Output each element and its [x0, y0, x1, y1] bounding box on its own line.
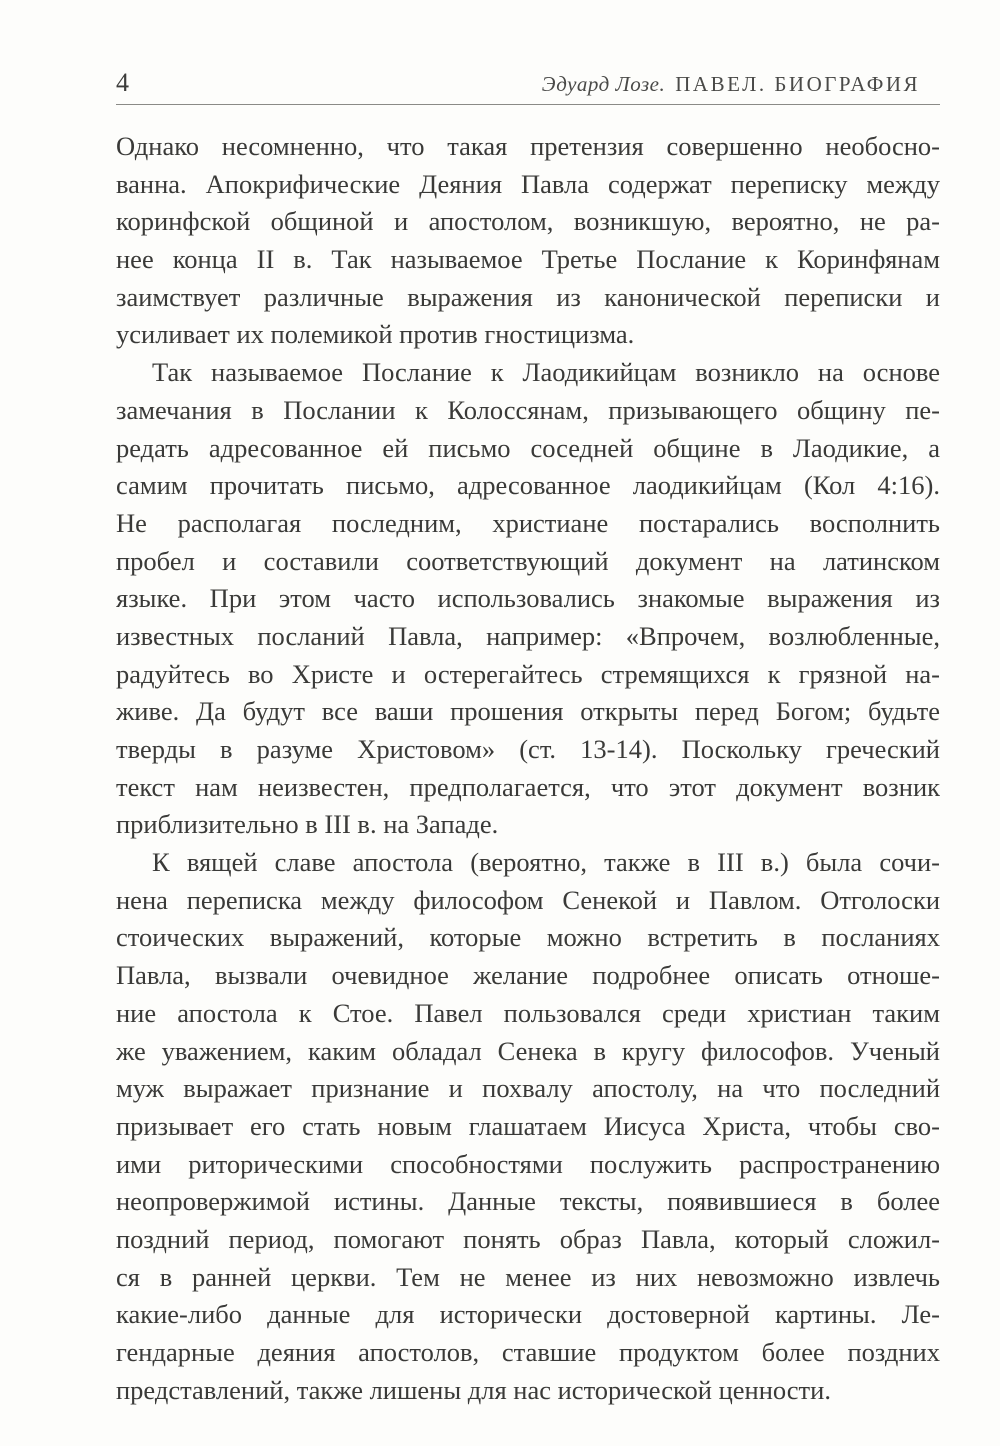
paragraph: [116, 354, 940, 844]
text-line: замечания в Послании к Колоссянам, призывающего общину пе-: [116, 394, 940, 425]
paragraph: [116, 844, 940, 1409]
text-line: Так называемое Послание к Лаодикийцам возникло на основе: [152, 357, 940, 388]
text-line: ванна. Апокрифические Деяния Павла содержат переписку между: [116, 168, 940, 199]
text-line: редать адресованное ей письмо соседней общине в Лаодикие, а: [116, 432, 940, 463]
running-head: [116, 64, 940, 105]
paragraph: [116, 128, 940, 354]
text-line: радуйтесь во Христе и остерегайтесь стремящихся к грязной на-: [116, 658, 940, 689]
running-title: [542, 72, 920, 97]
text-line: ими риторическими способностями послужить распространению: [116, 1148, 940, 1179]
text-line: неопровержимой истины. Данные тексты, появившиеся в более: [116, 1186, 940, 1217]
text-line: Однако несомненно, что такая претензия совершенно необосно-: [116, 131, 940, 161]
text-line: поздний период, помогают понять образ Павла, который сложил-: [116, 1223, 940, 1254]
text-line: коринфской общиной и апостолом, возникшую, вероятно, не ра-: [116, 206, 940, 237]
text-line: же уважением, каким обладал Сенека в кругу философов. Ученый: [116, 1035, 940, 1066]
text-line: самим прочитать письмо, адресованное лаодикийцам (Кол 4:16).: [116, 470, 940, 501]
body-text: [116, 128, 940, 1409]
text-line: языке. При этом часто использовались знакомые выражения из: [116, 583, 940, 614]
text-line: ние апостола к Стое. Павел пользовался среди христиан таким: [116, 997, 940, 1028]
text-line: живе. Да будут все ваши прошения открыты перед Богом; будьте: [116, 696, 940, 727]
text-line: нее конца II в. Так называемое Третье Послание к Коринфянам: [116, 244, 940, 275]
text-line: текст нам неизвестен, предполагается, что этот документ возник: [116, 771, 940, 802]
text-line: Павла, вызвали очевидное желание подробнее описать отноше-: [116, 960, 940, 991]
text-line: муж выражает признание и похвалу апостолу, на что последний: [116, 1073, 940, 1104]
page-number: 4: [116, 68, 129, 97]
text-line: тверды в разуме Христовом» (ст. 13-14). Поскольку греческий: [116, 734, 940, 764]
text-line: К вящей славе апостола (вероятно, также в III в.) была сочи-: [152, 847, 940, 878]
text-line: призывает его стать новым глашатаем Иисуса Христа, чтобы сво-: [116, 1110, 940, 1141]
text-line: гендарные деяния апостолов, ставшие продуктом более поздних: [116, 1337, 940, 1367]
text-line: усиливает их полемикой против гностицизма.: [116, 319, 635, 350]
text-line: Не располагая последним, христиане постарались восполнить: [116, 507, 940, 538]
text-line: заимствует различные выражения из канонической переписки и: [116, 281, 940, 312]
text-line: стоических выражений, которые можно встретить в посланиях: [116, 922, 940, 953]
author-name: Эдуард Лозе.: [541, 72, 666, 96]
book-title: ПАВЕЛ. БИОГРАФИЯ: [675, 72, 920, 96]
text-line: какие-либо данные для исторически достоверной картины. Ле-: [116, 1299, 940, 1330]
text-line: ся в ранней церкви. Тем не менее из них невозможно извлечь: [116, 1261, 940, 1292]
text-line: известных посланий Павла, например: «Впрочем, возлюбленные,: [116, 620, 940, 651]
text-line: приблизительно в III в. на Западе.: [116, 809, 499, 840]
text-line: представлений, также лишены для нас исторической ценности.: [116, 1374, 831, 1405]
text-line: пробел и составили соответствующий документ на латинском: [116, 545, 940, 576]
text-line: нена переписка между философом Сенекой и Павлом. Отголоски: [116, 884, 940, 915]
